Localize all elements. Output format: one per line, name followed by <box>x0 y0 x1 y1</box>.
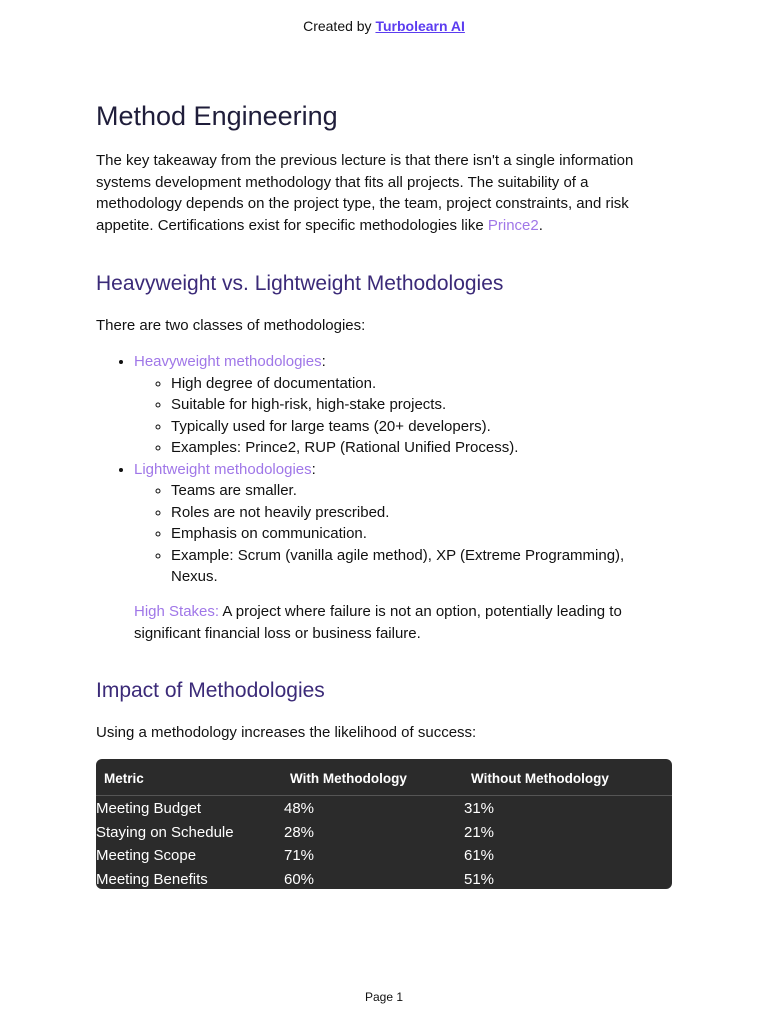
table-cell: Meeting Scope <box>96 847 197 864</box>
table-cell: 31% <box>464 800 495 817</box>
table-cell: Meeting Budget <box>96 800 202 817</box>
lightweight-colon: : <box>311 460 316 478</box>
table-cell: 60% <box>284 870 315 888</box>
prince2-link[interactable]: Prince2 <box>487 216 539 234</box>
table-header <box>96 759 672 796</box>
list-item: ◦ Examples: Prince2, RUP (Rational Unified Process). <box>171 437 674 459</box>
list-item: ◦ Example: Scrum (vanilla agile method), XP (Extreme Programming), Nexus. <box>171 545 674 588</box>
table-row <box>96 796 672 820</box>
table-cell: Staying on Schedule <box>96 823 234 841</box>
table-cell: Meeting Benefits <box>96 870 208 888</box>
lightweight-link[interactable]: Lightweight methodologies <box>134 460 312 478</box>
col-header-with: With Methodology <box>290 771 407 786</box>
list-item: ◦ Teams are smaller. <box>171 480 674 502</box>
document-body <box>96 96 676 888</box>
high-stakes-note <box>134 601 634 644</box>
impact-table <box>96 759 672 889</box>
turbolearn-link[interactable]: Turbolearn AI <box>375 18 465 34</box>
intro-end: . <box>538 216 543 234</box>
impact-intro: Using a methodology increases the likelihood of success: <box>96 724 477 741</box>
list-item: ◦ High degree of documentation. <box>171 373 674 395</box>
header-prefix: Created by <box>303 18 376 34</box>
table-cell: 21% <box>464 823 495 841</box>
table-row <box>96 867 672 890</box>
high-stakes-text: A project where failure is not an option, potentially leading to significant financial loss or business failure. <box>134 603 622 642</box>
page-title: Method Engineering <box>96 101 338 131</box>
table-row <box>96 820 672 844</box>
col-header-without: Without Methodology <box>471 771 609 786</box>
section-heading-impact: Impact of Methodologies <box>96 679 325 702</box>
list-item: ◦ Roles are not heavily prescribed. <box>171 502 674 524</box>
heavyweight-link[interactable]: Heavyweight methodologies <box>134 353 322 370</box>
intro-text: The key takeaway from the previous lecture is that there isn't a single information systems development methodology that fits all projects. The suitability of a methodology depends on the project type, the team, project constraints, and risk appetite. Certifications exist for specific methodologies like <box>96 152 634 234</box>
high-stakes-term: High Stakes: <box>134 603 220 620</box>
methodology-list <box>96 351 674 588</box>
list-item: ◦ Suitable for high-risk, high-stake projects. <box>171 394 674 416</box>
list-item: ◦ Emphasis on communication. <box>171 523 674 545</box>
table-row <box>96 843 672 867</box>
intro-paragraph <box>96 150 656 236</box>
table-cell: 28% <box>284 823 315 841</box>
page-header <box>0 18 768 34</box>
classes-intro: There are two classes of methodologies: <box>96 317 366 334</box>
table-cell: 61% <box>464 847 495 864</box>
col-header-metric: Metric <box>104 771 144 786</box>
list-item: ◦ Typically used for large teams (20+ developers). <box>171 416 674 438</box>
table-cell: 51% <box>464 870 495 888</box>
lightweight-sublist <box>134 480 674 588</box>
table-cell: 71% <box>284 847 315 864</box>
heavyweight-colon: : <box>321 353 326 370</box>
list-item-heavyweight <box>134 351 674 459</box>
list-item-lightweight <box>134 459 674 588</box>
page-number: Page 1 <box>364 990 404 1004</box>
table-cell: 48% <box>284 800 315 817</box>
section-heading-methodologies: Heavyweight vs. Lightweight Methodologies <box>96 272 504 295</box>
heavyweight-sublist <box>134 373 674 459</box>
